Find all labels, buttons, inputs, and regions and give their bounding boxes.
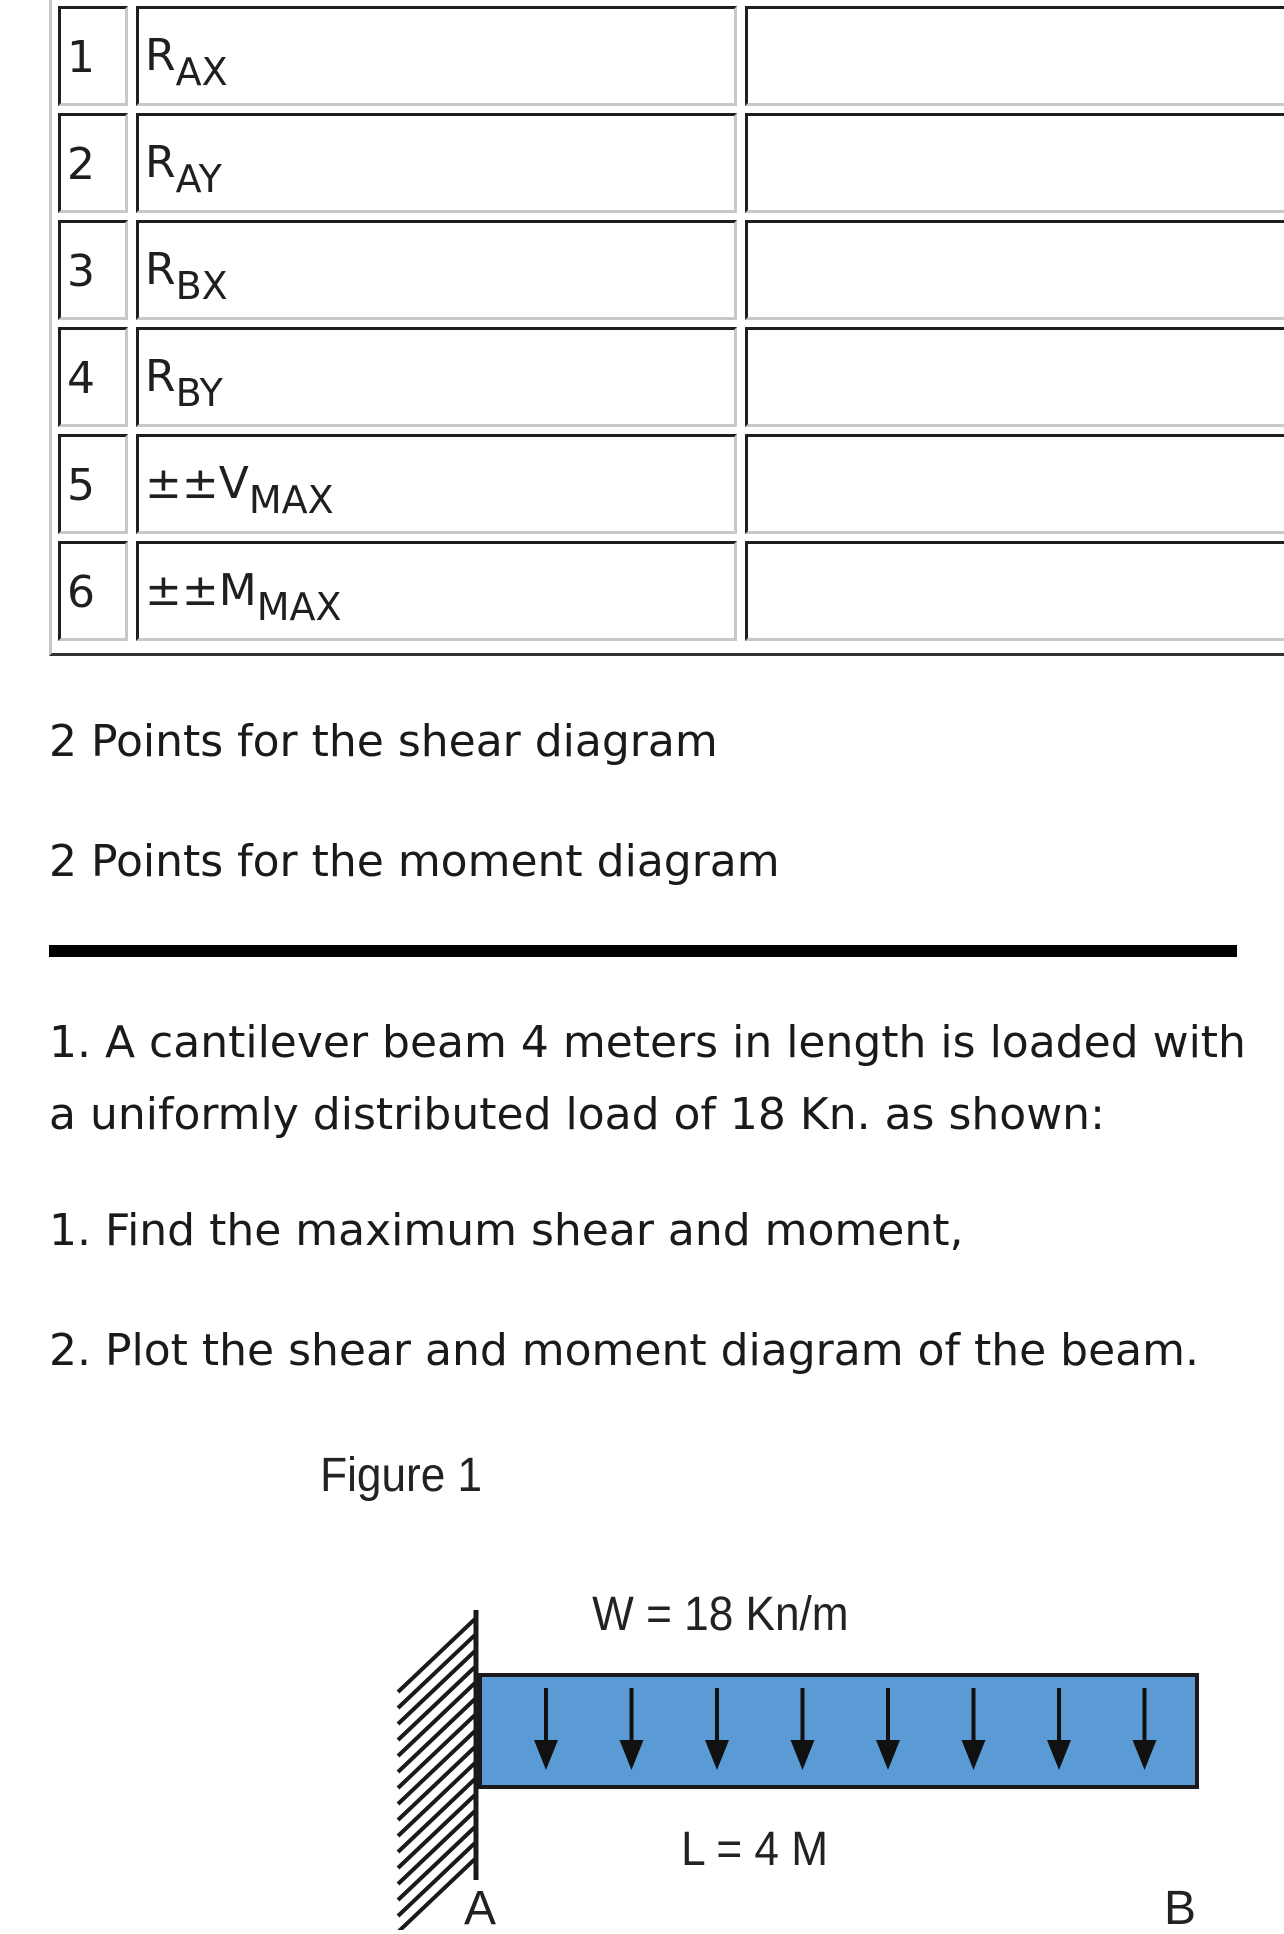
row-label: ±±VMAX — [145, 458, 334, 522]
hatch-line — [398, 1666, 476, 1740]
table-row — [52, 327, 1284, 433]
row-label-cell — [136, 113, 737, 213]
end-label-b: B — [1163, 1882, 1197, 1930]
hatch-line — [398, 1698, 476, 1772]
table-row — [52, 434, 1284, 540]
hatch-line — [398, 1714, 476, 1788]
answer-input-cell[interactable] — [745, 541, 1284, 641]
row-number: 3 — [67, 246, 95, 297]
row-number-cell — [58, 327, 128, 427]
hatch-line — [398, 1778, 476, 1852]
row-number-cell — [58, 6, 128, 106]
answer-input-cell[interactable] — [745, 220, 1284, 320]
hatch-line — [398, 1794, 476, 1868]
row-label: RBY — [145, 351, 223, 415]
row-label-cell — [136, 327, 737, 427]
row-number: 1 — [67, 32, 95, 83]
hatch-line — [398, 1810, 476, 1884]
row-number-cell — [58, 541, 128, 641]
row-label: RAY — [145, 137, 222, 201]
support-label-a: A — [463, 1882, 497, 1930]
row-number: 4 — [67, 353, 95, 404]
hatch-line — [398, 1730, 476, 1804]
answer-table — [49, 0, 1284, 656]
row-label: ±±MMAX — [145, 565, 342, 629]
row-number: 5 — [67, 460, 95, 511]
figure-title: Figure 1 — [320, 1447, 483, 1502]
row-label-cell — [136, 220, 737, 320]
row-label-cell — [136, 434, 737, 534]
figure-1 — [0, 1440, 1284, 1930]
task-plot-diagrams: 2. Plot the shear and moment diagram of the beam. — [49, 1325, 1199, 1376]
problem-statement: 1. A cantilever beam 4 meters in length is loaded with a uniformly distributed load of 18 Kn. as shown: — [49, 1017, 1246, 1140]
table-row — [52, 220, 1284, 326]
table-row — [52, 541, 1284, 647]
hatch-line — [398, 1682, 476, 1756]
row-label: RAX — [145, 30, 228, 94]
row-number-cell — [58, 434, 128, 534]
row-label: RBX — [145, 244, 228, 308]
answer-input-cell[interactable] — [745, 327, 1284, 427]
section-divider — [49, 945, 1237, 957]
length-label: L = 4 M — [681, 1821, 829, 1876]
row-label-cell — [136, 541, 737, 641]
table-row — [52, 113, 1284, 219]
shear-points-text: 2 Points for the shear diagram — [49, 716, 718, 767]
row-number: 2 — [67, 139, 95, 190]
row-number-cell — [58, 220, 128, 320]
load-label: W = 18 Kn/m — [592, 1586, 849, 1641]
hatch-line — [398, 1762, 476, 1836]
row-number: 6 — [67, 567, 95, 618]
hatch-line — [398, 1618, 476, 1692]
row-label-cell — [136, 6, 737, 106]
beam — [480, 1675, 1197, 1787]
hatch-line — [398, 1634, 476, 1708]
hatch-line — [398, 1650, 476, 1724]
answer-input-cell[interactable] — [745, 113, 1284, 213]
table-row — [52, 6, 1284, 112]
moment-points-text: 2 Points for the moment diagram — [49, 836, 780, 887]
hatch-line — [398, 1746, 476, 1820]
task-find-max: 1. Find the maximum shear and moment, — [49, 1205, 964, 1256]
answer-input-cell[interactable] — [745, 434, 1284, 534]
row-number-cell — [58, 113, 128, 213]
answer-input-cell[interactable] — [745, 6, 1284, 106]
